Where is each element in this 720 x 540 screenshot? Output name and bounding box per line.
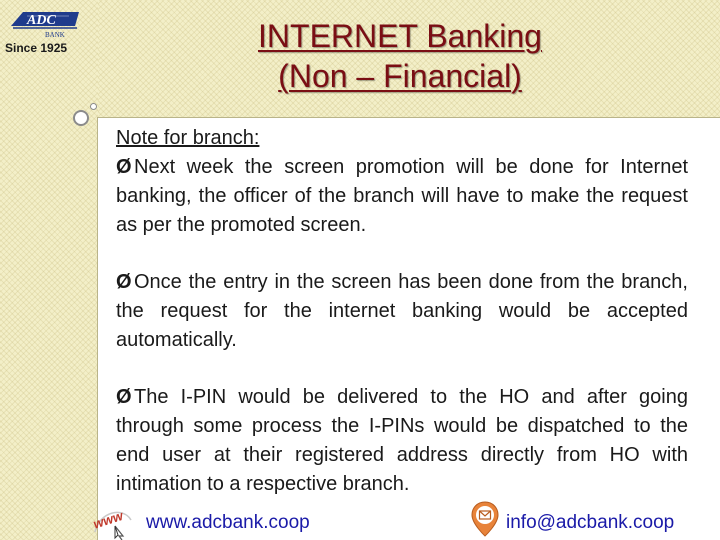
svg-text:www: www	[91, 507, 125, 532]
paragraph-text: The I-PIN would be delivered to the HO and after going through some process the I-PINs would be dispatched to the end user at their registered address directly from HO with intimation to a respective branch.	[116, 386, 688, 495]
paragraph-3	[116, 383, 688, 499]
left-texture-panel	[0, 0, 98, 540]
adc-bank-logo	[9, 8, 84, 38]
note-heading: Note for branch:	[116, 127, 260, 149]
arrow-bullet-icon: Ø	[116, 386, 132, 408]
paragraph-text: Next week the screen promotion will be done for Internet banking, the officer of the branch will have to make the request as per the promoted screen.	[116, 156, 688, 236]
title-line-2: (Non – Financial)	[278, 58, 522, 94]
decorative-circle-small	[90, 103, 97, 110]
email-link[interactable]: info@adcbank.coop	[506, 512, 675, 533]
horizontal-divider	[97, 117, 720, 118]
paragraph-text: Once the entry in the screen has been done from the branch, the request for the internet banking would be accepted automatically.	[116, 271, 688, 351]
arrow-bullet-icon: Ø	[116, 156, 132, 178]
paragraph-2	[116, 268, 688, 355]
svg-text:BANK: BANK	[45, 31, 65, 38]
svg-text:ADC: ADC	[27, 13, 56, 28]
body-content	[116, 124, 688, 499]
since-label: Since 1925	[5, 41, 68, 55]
decorative-circle-large	[73, 110, 89, 126]
slide-title	[190, 16, 610, 96]
paragraph-1	[116, 153, 688, 240]
email-pin-icon	[470, 500, 500, 538]
arrow-bullet-icon: Ø	[116, 271, 132, 293]
www-globe-icon	[89, 502, 135, 540]
website-link[interactable]: www.adcbank.coop	[146, 512, 310, 533]
title-line-1: INTERNET Banking	[258, 18, 542, 54]
vertical-divider	[97, 118, 98, 540]
